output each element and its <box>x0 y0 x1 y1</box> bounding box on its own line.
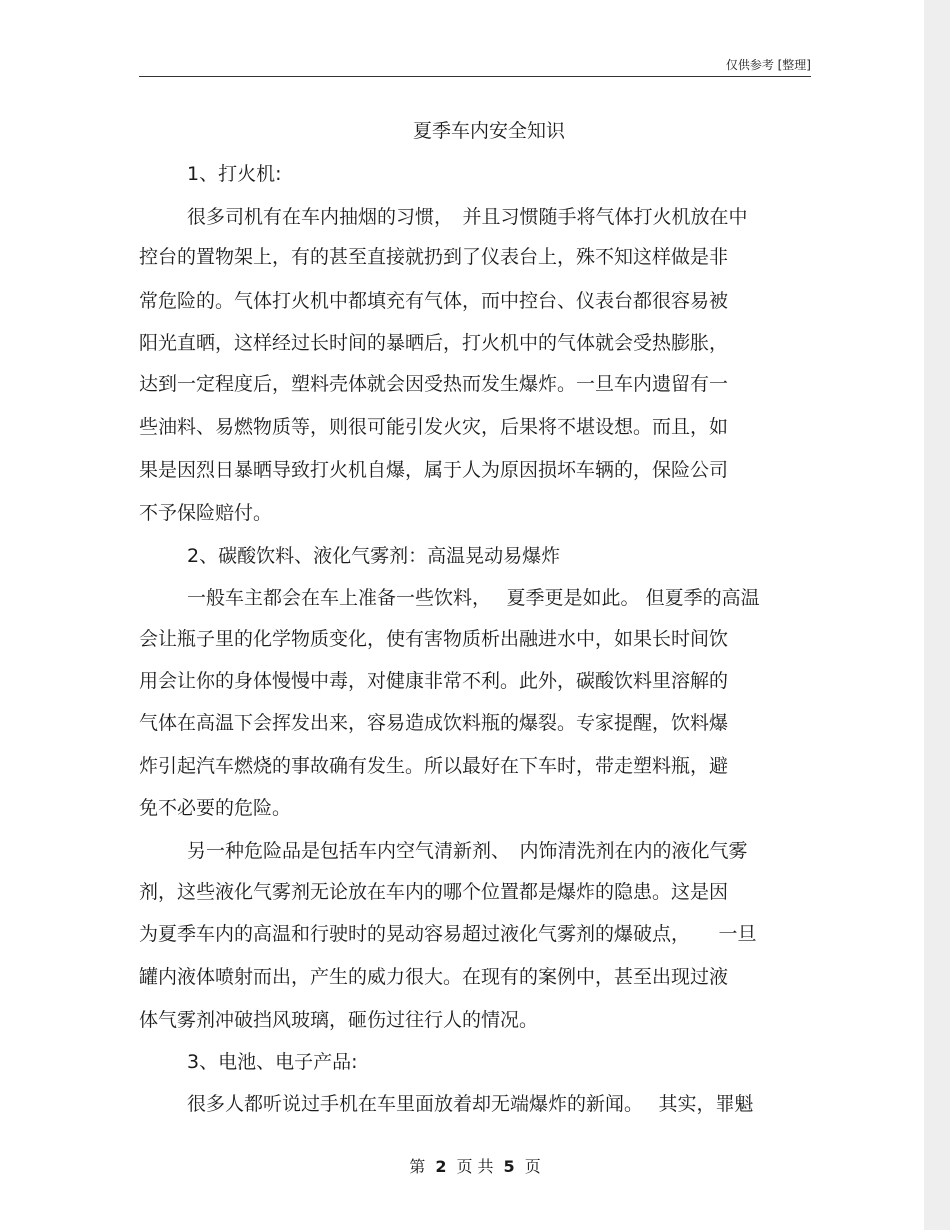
paragraph-line: 炸引起汽车燃烧的事故确有发生。所以最好在下车时，带走塑料瓶，避 <box>139 755 729 777</box>
document-title: 夏季车内安全知识 <box>412 120 565 142</box>
header-divider <box>139 76 811 77</box>
page-footer <box>0 1154 950 1177</box>
paragraph-line: 常危险的。气体打火机中都填充有气体，而中控台、仪表台都很容易被 <box>139 290 729 312</box>
paragraph-line: 气体在高温下会挥发出来，容易造成饮料瓶的爆裂。专家提醒，饮料爆 <box>139 712 729 734</box>
paragraph-line: 为夏季车内的高温和行驶时的晃动容易超过液化气雾剂的爆破点， 一旦 <box>139 923 757 945</box>
paragraph-line: 体气雾剂冲破挡风玻璃，砸伤过往行人的情况。 <box>139 1009 539 1031</box>
section-heading-2: 2、碳酸饮料、液化气雾剂：高温晃动易爆炸 <box>187 545 561 567</box>
paragraph-line: 果是因烈日暴晒导致打火机自爆，属于人为原因损坏车辆的，保险公司 <box>139 459 729 481</box>
paragraph-line: 很多人都听说过手机在车里面放着却无端爆炸的新闻。 其实，罪魁 <box>187 1093 754 1115</box>
paragraph-line: 用会让你的身体慢慢中毒，对健康非常不利。此外，碳酸饮料里溶解的 <box>139 670 729 692</box>
header-note: 仅供参考 [整理] <box>725 58 811 72</box>
footer-mid: 页 共 <box>456 1157 494 1176</box>
section-heading-3: 3、电池、电子产品: <box>187 1051 358 1073</box>
paragraph-line: 罐内液体喷射而出，产生的威力很大。在现有的案例中，甚至出现过液 <box>139 966 729 988</box>
paragraph-line: 剂，这些液化气雾剂无论放在车内的哪个位置都是爆炸的隐患。这是因 <box>139 881 729 903</box>
paragraph-line: 些油料、易燃物质等，则很可能引发火灾，后果将不堪设想。而且，如 <box>139 416 729 438</box>
paragraph-line: 一般车主都会在车上准备一些饮料， 夏季更是如此。 但夏季的高温 <box>187 587 760 609</box>
paragraph-line: 免不必要的危险。 <box>139 797 292 819</box>
paragraph-line: 阳光直晒，这样经过长时间的暴晒后，打火机中的气体就会受热膨胀， <box>139 332 729 354</box>
paragraph-line: 控台的置物架上，有的甚至直接就扔到了仪表台上，殊不知这样做是非 <box>139 246 729 268</box>
footer-page-number: 2 <box>435 1157 447 1176</box>
paragraph-line: 会让瓶子里的化学物质变化，使有害物质析出融进水中，如果长时间饮 <box>139 628 729 650</box>
footer-suffix: 页 <box>524 1157 541 1176</box>
section-heading-1: 1、打火机: <box>187 163 282 185</box>
paragraph-line: 另一种危险品是包括车内空气清新剂、 内饰清洗剂在内的液化气雾 <box>187 840 748 862</box>
paragraph-line: 达到一定程度后，塑料壳体就会因受热而发生爆炸。一旦车内遗留有一 <box>139 373 729 395</box>
paragraph-line: 不予保险赔付。 <box>139 502 273 524</box>
footer-prefix: 第 <box>409 1157 426 1176</box>
paragraph-line: 很多司机有在车内抽烟的习惯， 并且习惯随手将气体打火机放在中 <box>187 206 748 228</box>
footer-total-pages: 5 <box>503 1157 515 1176</box>
